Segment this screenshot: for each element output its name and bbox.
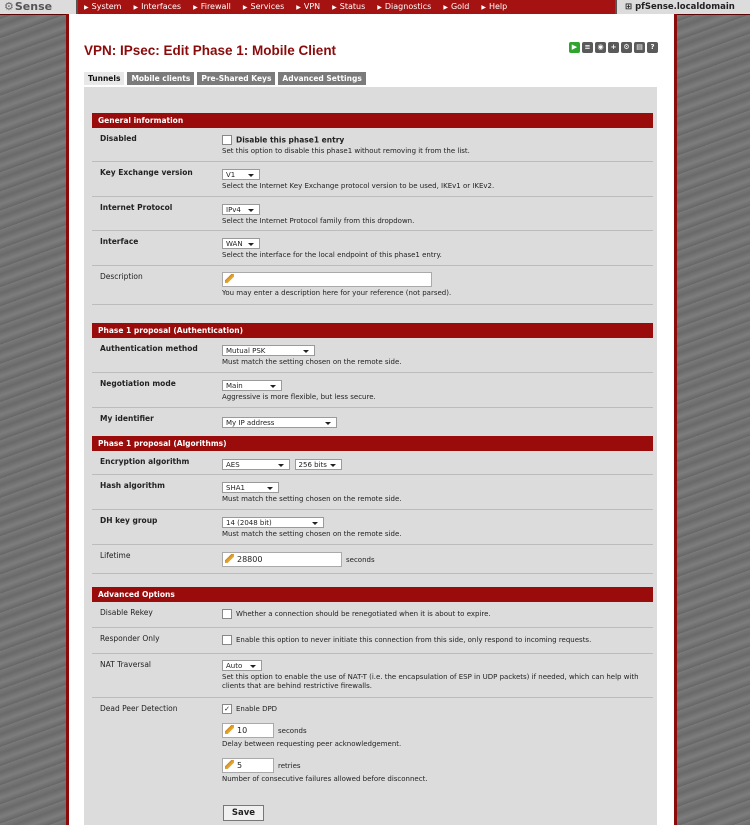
play-icon[interactable]: ▶: [569, 42, 580, 53]
row-responder-only: [92, 628, 653, 654]
pencil-icon: [225, 554, 234, 563]
encryption-label: Encryption algorithm: [100, 457, 190, 466]
tab-advanced-settings[interactable]: Advanced Settings: [278, 72, 365, 85]
menu-status[interactable]: ▶ Status: [332, 2, 366, 11]
top-nav-bar: [0, 0, 750, 15]
key-length-select[interactable]: 256 bits: [295, 459, 342, 470]
section-algorithms: Phase 1 proposal (Algorithms): [92, 436, 653, 451]
dh-group-label: DH key group: [100, 516, 158, 525]
negotiation-mode-label: Negotiation mode: [100, 379, 176, 388]
help-icon[interactable]: ?: [647, 42, 658, 53]
notes-icon[interactable]: ▤: [634, 42, 645, 53]
dpd-retries-input[interactable]: 5: [222, 758, 274, 773]
tab-mobile-clients[interactable]: Mobile clients: [127, 72, 194, 85]
gear-logo-icon: ⚙: [4, 0, 14, 13]
section-advanced: Advanced Options: [92, 587, 653, 602]
row-auth-method: [92, 338, 653, 373]
interface-label: Interface: [100, 237, 139, 246]
row-my-identifier: [92, 408, 653, 436]
section-general: General information: [92, 113, 653, 128]
my-identifier-label: My identifier: [100, 414, 154, 423]
disable-phase1-checkbox[interactable]: [222, 135, 232, 145]
row-description: [92, 266, 653, 305]
settings-icon[interactable]: ⚙: [621, 42, 632, 53]
status-icon[interactable]: ◉: [595, 42, 606, 53]
description-note: You may enter a description here for your reference (not parsed).: [222, 289, 452, 297]
menu-diagnostics[interactable]: ▶ Diagnostics: [377, 2, 432, 11]
add-icon[interactable]: +: [608, 42, 619, 53]
disable-phase1-text: Disable this phase1 entry: [236, 135, 345, 145]
interface-select[interactable]: WAN: [222, 238, 260, 249]
encryption-select[interactable]: AES: [222, 459, 290, 470]
internet-protocol-select[interactable]: IPv4: [222, 204, 260, 215]
hostname-box: [615, 0, 750, 14]
lifetime-input[interactable]: 28800: [222, 552, 342, 567]
row-nat-traversal: [92, 654, 653, 698]
menu-services[interactable]: ▶ Services: [242, 2, 285, 11]
hostname: pfSense.localdomain: [635, 2, 735, 12]
nat-traversal-note-line1: Set this option to enable the use of NAT-T (i.e. the encapsulation of ESP in UDP packets) if needed, which can help with: [222, 673, 639, 681]
network-icon: ⊞: [625, 2, 636, 12]
pencil-icon: [225, 760, 234, 769]
description-label: Description: [100, 272, 143, 281]
dh-group-select[interactable]: 14 (2048 bit): [222, 517, 324, 528]
internet-protocol-note: Select the Internet Protocol family from this dropdown.: [222, 217, 415, 225]
page-title: VPN: IPsec: Edit Phase 1: Mobile Client: [84, 43, 337, 58]
menu-vpn[interactable]: ▶ VPN: [296, 2, 321, 11]
key-exchange-label: Key Exchange version: [100, 168, 193, 177]
negotiation-mode-note: Aggressive is more flexible, but less secure.: [222, 393, 376, 401]
dh-group-note: Must match the setting chosen on the remote side.: [222, 530, 402, 538]
nat-traversal-label: NAT Traversal: [100, 660, 152, 669]
main-menu: [84, 0, 519, 14]
dpd-delay-unit: seconds: [278, 726, 307, 735]
tab-tunnels[interactable]: Tunnels: [84, 72, 124, 85]
save-button[interactable]: Save: [223, 805, 264, 821]
dpd-retries-note: Number of consecutive failures allowed before disconnect.: [222, 775, 428, 783]
disable-rekey-text: Whether a connection should be renegotiated when it is about to expire.: [236, 610, 491, 618]
description-input[interactable]: [222, 272, 432, 287]
row-dh-group: [92, 510, 653, 545]
internet-protocol-label: Internet Protocol: [100, 203, 173, 212]
my-identifier-select[interactable]: My IP address: [222, 417, 337, 428]
disabled-note: Set this option to disable this phase1 without removing it from the list.: [222, 147, 470, 155]
disabled-label: Disabled: [100, 134, 137, 143]
auth-method-select[interactable]: Mutual PSK: [222, 345, 315, 356]
auth-method-label: Authentication method: [100, 344, 198, 353]
main-panel: [66, 14, 677, 825]
responder-only-checkbox[interactable]: [222, 635, 232, 645]
menu-interfaces[interactable]: ▶ Interfaces: [133, 2, 182, 11]
dpd-label: Dead Peer Detection: [100, 704, 178, 713]
menu-help[interactable]: ▶ Help: [481, 2, 508, 11]
dpd-retries-unit: retries: [278, 761, 301, 770]
key-exchange-select[interactable]: V1: [222, 169, 260, 180]
enable-dpd-checkbox[interactable]: ✓: [222, 704, 232, 714]
key-exchange-note: Select the Internet Key Exchange protocol version to be used, IKEv1 or IKEv2.: [222, 182, 495, 190]
menu-system[interactable]: ▶ System: [84, 2, 122, 11]
disable-rekey-label: Disable Rekey: [100, 608, 153, 617]
row-lifetime: [92, 545, 653, 574]
dpd-delay-input[interactable]: 10: [222, 723, 274, 738]
dpd-delay-note: Delay between requesting peer acknowledgement.: [222, 740, 402, 748]
row-disabled: [92, 128, 653, 162]
menu-firewall[interactable]: ▶ Firewall: [193, 2, 231, 11]
row-disable-rekey: [92, 602, 653, 628]
row-key-exchange: [92, 162, 653, 197]
hash-label: Hash algorithm: [100, 481, 165, 490]
responder-only-label: Responder Only: [100, 634, 160, 643]
logo-text: Sense: [14, 0, 53, 13]
form-content: [84, 87, 657, 825]
interface-note: Select the interface for the local endpoint of this phase1 entry.: [222, 251, 442, 259]
tab-pre-shared-keys[interactable]: Pre-Shared Keys: [197, 72, 275, 85]
nat-traversal-select[interactable]: Auto: [222, 660, 262, 671]
row-negotiation-mode: [92, 373, 653, 408]
nat-traversal-note-line2: clients that are behind restrictive firewalls.: [222, 682, 372, 690]
responder-only-text: Enable this option to never initiate this connection from this side, only respond to incoming requests.: [236, 636, 592, 644]
lifetime-label: Lifetime: [100, 551, 131, 560]
lifetime-unit: seconds: [346, 555, 375, 564]
tab-bar: [84, 72, 366, 85]
pencil-icon: [225, 274, 234, 283]
enable-dpd-text: Enable DPD: [236, 705, 278, 713]
pfsense-logo[interactable]: [0, 0, 78, 14]
row-encryption: [92, 451, 653, 475]
hash-select[interactable]: SHA1: [222, 482, 279, 493]
hash-note: Must match the setting chosen on the remote side.: [222, 495, 402, 503]
negotiation-mode-select[interactable]: Main: [222, 380, 282, 391]
row-dead-peer-detection: [92, 698, 653, 796]
section-authentication: Phase 1 proposal (Authentication): [92, 323, 653, 338]
row-interface: [92, 231, 653, 266]
disable-rekey-checkbox[interactable]: [222, 609, 232, 619]
auth-method-note: Must match the setting chosen on the remote side.: [222, 358, 402, 366]
menu-gold[interactable]: ▶ Gold: [443, 2, 470, 11]
row-internet-protocol: [92, 197, 653, 231]
row-hash: [92, 475, 653, 510]
logs-icon[interactable]: ≡: [582, 42, 593, 53]
shortcut-icons: [569, 42, 658, 53]
pencil-icon: [225, 725, 234, 734]
